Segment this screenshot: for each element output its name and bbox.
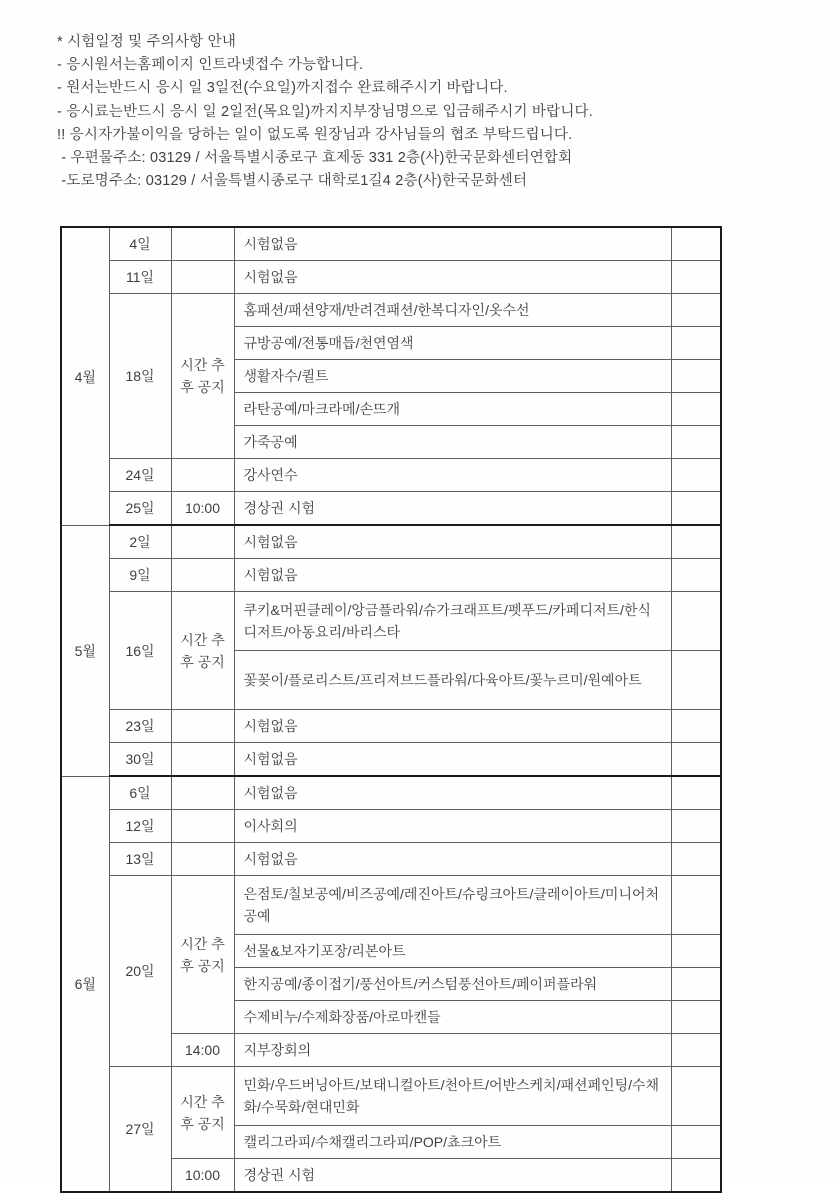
table-row xyxy=(61,294,721,327)
note-cell xyxy=(671,1001,721,1034)
note-cell xyxy=(671,592,721,651)
notice-road-address: -도로명주소: 03129 / 서울특별시종로구 대학로1길4 2층(사)한국문화센터 xyxy=(57,173,528,190)
note-cell xyxy=(671,743,721,777)
time-cell: 10:00 xyxy=(171,492,234,526)
content-cell: 시험없음 xyxy=(234,843,671,876)
table-row xyxy=(61,876,721,935)
notice-line: - 원서는반드시 응시 일 3일전(수요일)까지접수 완료해주시기 바랍니다. xyxy=(57,80,508,97)
table-row xyxy=(61,492,721,526)
notice-title: * 시험일정 및 주의사항 안내 xyxy=(57,34,237,50)
content-cell: 수제비누/수제화장품/아로마캔들 xyxy=(234,1001,671,1034)
time-cell: 시간 추후 공지 xyxy=(171,876,234,1034)
content-cell: 한지공예/종이접기/풍선아트/커스텀풍선아트/페이퍼플라워 xyxy=(234,968,671,1001)
time-cell xyxy=(171,710,234,743)
content-cell: 경상권 시험 xyxy=(234,492,671,526)
day-cell: 24일 xyxy=(109,459,171,492)
content-cell: 홈패션/패션양재/반려견패션/한복디자인/옷수선 xyxy=(234,294,671,327)
time-cell: 시간 추후 공지 xyxy=(171,592,234,710)
day-cell: 20일 xyxy=(109,876,171,1067)
content-cell: 강사연수 xyxy=(234,459,671,492)
content-cell: 캘리그라피/수채캘리그라피/POP/쵸크아트 xyxy=(234,1126,671,1159)
notice-block xyxy=(0,0,835,193)
time-cell: 10:00 xyxy=(171,1159,234,1193)
month-cell-april: 4월 xyxy=(61,227,109,525)
note-cell xyxy=(671,1034,721,1067)
note-cell xyxy=(671,294,721,327)
notice-line: - 응시원서는홈페이지 인트라넷접수 가능합니다. xyxy=(57,57,364,74)
note-cell xyxy=(671,876,721,935)
table-row xyxy=(61,1067,721,1126)
note-cell xyxy=(671,261,721,294)
notice-line: - 응시료는반드시 응시 일 2일전(목요일)까지지부장님명으로 입금해주시기 바랍니다. xyxy=(57,103,593,120)
note-cell xyxy=(671,492,721,526)
content-cell: 가죽공예 xyxy=(234,426,671,459)
notice-line: !! 응시자가불이익을 당하는 일이 없도록 원장님과 강사님들의 협조 부탁드립니다. xyxy=(57,126,573,143)
note-cell xyxy=(671,1126,721,1159)
note-cell xyxy=(671,1159,721,1193)
table-row xyxy=(61,710,721,743)
content-cell: 시험없음 xyxy=(234,525,671,559)
content-cell: 시험없음 xyxy=(234,227,671,261)
day-cell: 23일 xyxy=(109,710,171,743)
note-cell xyxy=(671,1067,721,1126)
day-cell: 16일 xyxy=(109,592,171,710)
time-cell xyxy=(171,459,234,492)
content-cell: 생활자수/퀼트 xyxy=(234,360,671,393)
note-cell xyxy=(671,776,721,810)
content-cell: 규방공예/전통매듭/천연염색 xyxy=(234,327,671,360)
table-row xyxy=(61,810,721,843)
time-cell xyxy=(171,776,234,810)
note-cell xyxy=(671,459,721,492)
table-row xyxy=(61,776,721,810)
content-cell: 시험없음 xyxy=(234,743,671,777)
table-row xyxy=(61,261,721,294)
day-cell: 27일 xyxy=(109,1067,171,1193)
time-cell xyxy=(171,261,234,294)
note-cell xyxy=(671,360,721,393)
note-cell xyxy=(671,426,721,459)
content-cell: 시험없음 xyxy=(234,559,671,592)
day-cell: 18일 xyxy=(109,294,171,459)
content-cell: 은점토/칠보공예/비즈공예/레진아트/슈링크아트/클레이아트/미니어처공예 xyxy=(234,876,671,935)
content-cell: 시험없음 xyxy=(234,261,671,294)
note-cell xyxy=(671,843,721,876)
note-cell xyxy=(671,968,721,1001)
content-cell: 민화/우드버닝아트/보태니컬아트/천아트/어반스케치/패션페인팅/수채화/수묵화/현대민화 xyxy=(234,1067,671,1126)
table-row xyxy=(61,559,721,592)
day-cell: 6일 xyxy=(109,776,171,810)
table-row xyxy=(61,525,721,559)
day-cell: 9일 xyxy=(109,559,171,592)
note-cell xyxy=(671,525,721,559)
note-cell xyxy=(671,935,721,968)
note-cell xyxy=(671,810,721,843)
month-cell-june: 6월 xyxy=(61,776,109,1192)
day-cell: 11일 xyxy=(109,261,171,294)
time-cell xyxy=(171,810,234,843)
time-cell xyxy=(171,227,234,261)
day-cell: 2일 xyxy=(109,525,171,559)
time-cell: 시간 추후 공지 xyxy=(171,294,234,459)
content-cell: 시험없음 xyxy=(234,776,671,810)
content-cell: 지부장회의 xyxy=(234,1034,671,1067)
table-row xyxy=(61,459,721,492)
day-cell: 4일 xyxy=(109,227,171,261)
note-cell xyxy=(671,710,721,743)
note-cell xyxy=(671,227,721,261)
time-cell: 시간 추후 공지 xyxy=(171,1067,234,1159)
time-cell xyxy=(171,843,234,876)
content-cell: 꽃꽂이/플로리스트/프리져브드플라워/다육아트/꽃누르미/원예아트 xyxy=(234,651,671,710)
time-cell: 14:00 xyxy=(171,1034,234,1067)
note-cell xyxy=(671,327,721,360)
table-row xyxy=(61,743,721,777)
content-cell: 쿠키&머핀클레이/앙금플라워/슈가크래프트/펫푸드/카페디저트/한식디저트/아동요리/바리스타 xyxy=(234,592,671,651)
table-row xyxy=(61,592,721,651)
day-cell: 30일 xyxy=(109,743,171,777)
content-cell: 경상권 시험 xyxy=(234,1159,671,1193)
day-cell: 25일 xyxy=(109,492,171,526)
note-cell xyxy=(671,559,721,592)
time-cell xyxy=(171,559,234,592)
content-cell: 이사회의 xyxy=(234,810,671,843)
exam-schedule-table xyxy=(60,226,722,1193)
table-row xyxy=(61,227,721,261)
day-cell: 13일 xyxy=(109,843,171,876)
content-cell: 선물&보자기포장/리본아트 xyxy=(234,935,671,968)
time-cell xyxy=(171,743,234,777)
table-row xyxy=(61,843,721,876)
time-cell xyxy=(171,525,234,559)
content-cell: 라탄공예/마크라메/손뜨개 xyxy=(234,393,671,426)
day-cell: 12일 xyxy=(109,810,171,843)
content-cell: 시험없음 xyxy=(234,710,671,743)
note-cell xyxy=(671,651,721,710)
notice-postal-address: - 우편물주소: 03129 / 서울특별시종로구 효제동 331 2층(사)한국문화센터연합회 xyxy=(57,150,573,167)
month-cell-may: 5월 xyxy=(61,525,109,776)
note-cell xyxy=(671,393,721,426)
